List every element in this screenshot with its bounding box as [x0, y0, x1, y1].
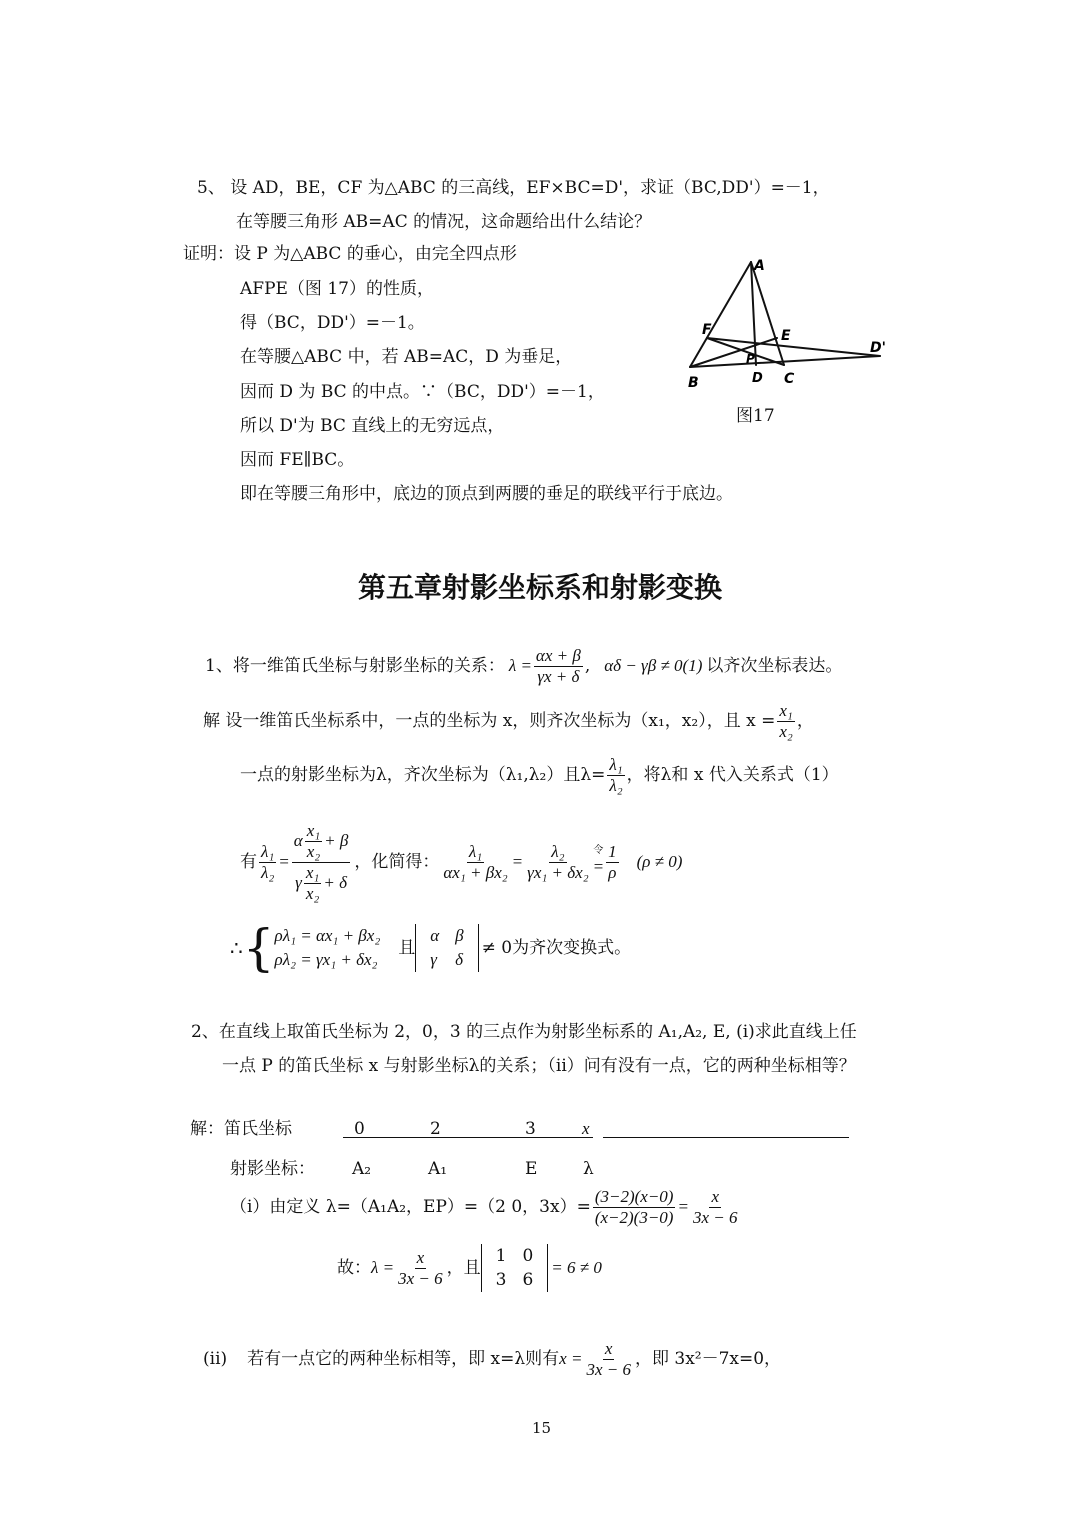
problem2-line2: 一点 P 的笛氏坐标 x 与射影坐标λ的关系；（ii）问有没有一点，它的两种坐标相等？: [222, 1056, 856, 1076]
compound-fraction: [292, 821, 351, 904]
proof-line-5: 因而 D 为 BC 的中点。∵（BC，DD'）=－1，: [240, 382, 605, 402]
det-a11: α: [430, 926, 440, 945]
lambda-fraction: [607, 755, 624, 796]
simplify-label: ，化简得：: [354, 852, 440, 872]
relation-denominator: γx + δ: [537, 666, 580, 686]
system-line-2: ρλ₂ = γx₁ + δx₂: [274, 950, 378, 969]
x1-inner: x₁: [306, 820, 321, 840]
plus-delta: + δ: [323, 873, 347, 892]
axis-point-3: 3: [525, 1119, 536, 1139]
solution1-line2: [240, 752, 839, 798]
label-b: B: [688, 375, 699, 391]
part-ii-num: x: [604, 1338, 613, 1358]
gamma: γ: [295, 873, 302, 892]
axis-point-2: 2: [430, 1119, 441, 1139]
proj-point-a1: A₁: [428, 1159, 448, 1179]
definition-equation: [230, 1184, 741, 1230]
compound-denominator: [293, 863, 349, 904]
system-lines: [275, 924, 381, 972]
result-den: 3x − 6: [692, 1207, 738, 1227]
result-fraction: [691, 1187, 740, 1228]
compound-numerator: [292, 821, 351, 863]
relation-fraction: [534, 646, 583, 687]
part-ii-x: x =: [559, 1349, 583, 1368]
alpha: α: [293, 831, 303, 850]
x1-inner-den: x₁: [305, 862, 320, 882]
proof-line-6: 所以 D'为 BC 直线上的无穷远点，: [240, 416, 505, 436]
equals-2: =: [511, 852, 524, 871]
problem1-stmt-post: 以齐次坐标表达。: [706, 656, 843, 676]
determinant-1: [415, 924, 478, 972]
lambda-eq: λ =: [508, 656, 532, 675]
proof-line-8: 即在等腰三角形中，底边的顶点到两腰的垂足的联线平行于底边。: [240, 484, 733, 504]
label-e: E: [781, 328, 791, 344]
solution1-line1-text: 解 设一维笛氏坐标系中，一点的坐标为 x，则齐次坐标为（x₁，x₂），且 x =: [203, 711, 776, 731]
relation-condition: αδ − γβ ≠ 0(1): [604, 656, 703, 675]
gu-den: 3x − 6: [398, 1268, 443, 1288]
label-d: D: [752, 371, 763, 386]
det2-a21: 3: [495, 1270, 507, 1290]
one-over-rho: [606, 842, 619, 883]
axis-point-0: 0: [354, 1119, 365, 1139]
det2-a12: 0: [522, 1246, 534, 1266]
lambda1: λ₁: [609, 754, 623, 774]
lambda2-den: λ₂: [261, 862, 275, 882]
det-post: ≠ 0为齐次变换式。: [481, 938, 632, 958]
proj-point-a2: A₂: [352, 1159, 372, 1179]
inner-x-fraction-num: [305, 821, 322, 862]
and-label: 且: [398, 938, 416, 958]
label-f: F: [702, 322, 712, 338]
den2: γx₁ + δx₂: [527, 862, 589, 882]
x2-inner-den: x₂: [305, 883, 320, 903]
proof-line-2: AFPE（图 17）的性质，: [240, 279, 434, 299]
det2-a22: 6: [522, 1270, 534, 1290]
gu-num: x: [416, 1247, 425, 1267]
result-num: x: [711, 1186, 719, 1206]
proof-line-1: 证明：设 P 为△ABC 的垂心，由完全四点形: [183, 244, 517, 264]
axis-line: [343, 1137, 593, 1138]
det2-a11: 1: [495, 1246, 507, 1266]
cartesian-label: 解：笛氏坐标: [190, 1119, 292, 1139]
definition-pre: （i）由定义 λ=（A₁A₂，EP）=（2 0，3x）=: [230, 1197, 591, 1217]
proj-point-lambda: λ: [583, 1159, 594, 1179]
lambda2-s: λ₂: [551, 841, 565, 861]
part-ii-label: (ii): [203, 1349, 228, 1369]
problem5-statement-line1: 5、 设 AD，BE，CF 为△ABC 的三高线，EF×BC=D'，求证（BC,DD'）=－1，: [197, 178, 830, 198]
gu-lambda: λ =: [371, 1258, 395, 1277]
plus-beta: + β: [324, 831, 349, 850]
x2-inner: x₂: [306, 841, 321, 861]
determinant-2: [481, 1244, 549, 1292]
equals-i: =: [677, 1197, 689, 1216]
x-fraction: [777, 701, 794, 742]
left-brace-icon: {: [242, 919, 275, 977]
have-label: 有: [240, 852, 257, 872]
page-number: 15: [532, 1419, 552, 1437]
den1: αx₁ + βx₂: [443, 862, 508, 882]
rho-condition: (ρ ≠ 0): [636, 852, 683, 871]
part-ii-post: ，即 3x²－7x=0，: [634, 1349, 782, 1369]
problem1-stmt-pre: 1、将一维笛氏坐标与射影坐标的关系：: [205, 656, 505, 676]
axis-point-x: x: [582, 1119, 590, 1138]
x2: x₂: [779, 721, 793, 741]
cross-ratio-num: (3−2)(x−0): [594, 1186, 674, 1206]
label-a: A: [754, 258, 765, 274]
gu-fraction: [396, 1248, 445, 1289]
figure-17-diagram: [660, 250, 900, 410]
cross-ratio-den: (x−2)(3−0): [594, 1207, 674, 1227]
proj-point-e: E: [525, 1159, 538, 1179]
problem2-line1: 2、在直线上取笛氏坐标为 2，0，3 的三点作为射影坐标系的 A₁,A₂, E, (i)求此直线上任: [191, 1022, 857, 1042]
proof-line-3: 得（BC，DD'）=－1。: [240, 313, 425, 333]
rho: ρ: [608, 862, 617, 882]
gu-label: 故：: [337, 1258, 371, 1278]
lambda1-num: λ₁: [261, 841, 275, 861]
substitution-equation: [240, 812, 682, 912]
ling-mark: 令: [593, 845, 604, 856]
problem5-statement-line2: 在等腰三角形 AB=AC 的情况，这命题给出什么结论？: [236, 212, 652, 232]
cross-ratio-fraction: [593, 1187, 676, 1228]
simplified-fraction-2: [525, 842, 590, 883]
solution1-line1-post: ，: [796, 711, 814, 731]
lambda1-s: λ₁: [468, 841, 483, 861]
proof-line-7: 因而 FE∥BC。: [240, 450, 355, 470]
one: 1: [608, 841, 617, 861]
projective-label: 射影坐标：: [230, 1159, 315, 1179]
chapter-title: 第五章射影坐标系和射影变换: [357, 571, 722, 604]
result-equation: [337, 1240, 602, 1296]
x1: x₁: [779, 700, 793, 720]
solution1-line1: [203, 698, 814, 744]
qie-label: ，且: [446, 1258, 481, 1278]
lambda2: λ₂: [609, 775, 623, 795]
system-of-equations: [230, 918, 631, 978]
det-a12: β: [455, 926, 464, 945]
lambda-ratio: [259, 842, 276, 883]
problem1-statement: [205, 642, 842, 690]
label-d-prime: D': [870, 340, 886, 356]
det2-post: = 6 ≠ 0: [551, 1258, 602, 1277]
det-a21: γ: [430, 950, 437, 969]
equals-3: =: [592, 857, 605, 876]
system-line-1: ρλ₁ = αx₁ + βx₂: [274, 926, 381, 945]
equals: =: [278, 852, 290, 871]
axis-line-extension: [603, 1137, 849, 1138]
inner-x-fraction-den: [304, 863, 321, 904]
part-ii-equation: [203, 1334, 781, 1384]
det-a22: δ: [455, 950, 464, 969]
relation-numerator: αx + β: [535, 645, 581, 665]
therefore-symbol: ∴: [230, 936, 243, 960]
part-ii-fraction: [584, 1339, 633, 1380]
ling-equals: [593, 846, 604, 878]
label-c: C: [784, 371, 795, 387]
solution1-line2-post: ，将λ和 x 代入关系式（1）: [626, 765, 839, 785]
comma: ,: [584, 656, 591, 676]
simplified-fraction-1: [441, 842, 509, 883]
label-p: P: [746, 352, 755, 366]
part-ii-text: 若有一点它的两种坐标相等，即 x=λ则有: [247, 1349, 560, 1369]
part-ii-den: 3x − 6: [586, 1359, 631, 1379]
solution1-line2-text: 一点的射影坐标为λ，齐次坐标为（λ₁,λ₂）且λ=: [240, 765, 606, 785]
figure-caption: 图17: [736, 406, 775, 426]
proof-line-4: 在等腰△ABC 中，若 AB=AC，D 为垂足，: [240, 347, 573, 367]
